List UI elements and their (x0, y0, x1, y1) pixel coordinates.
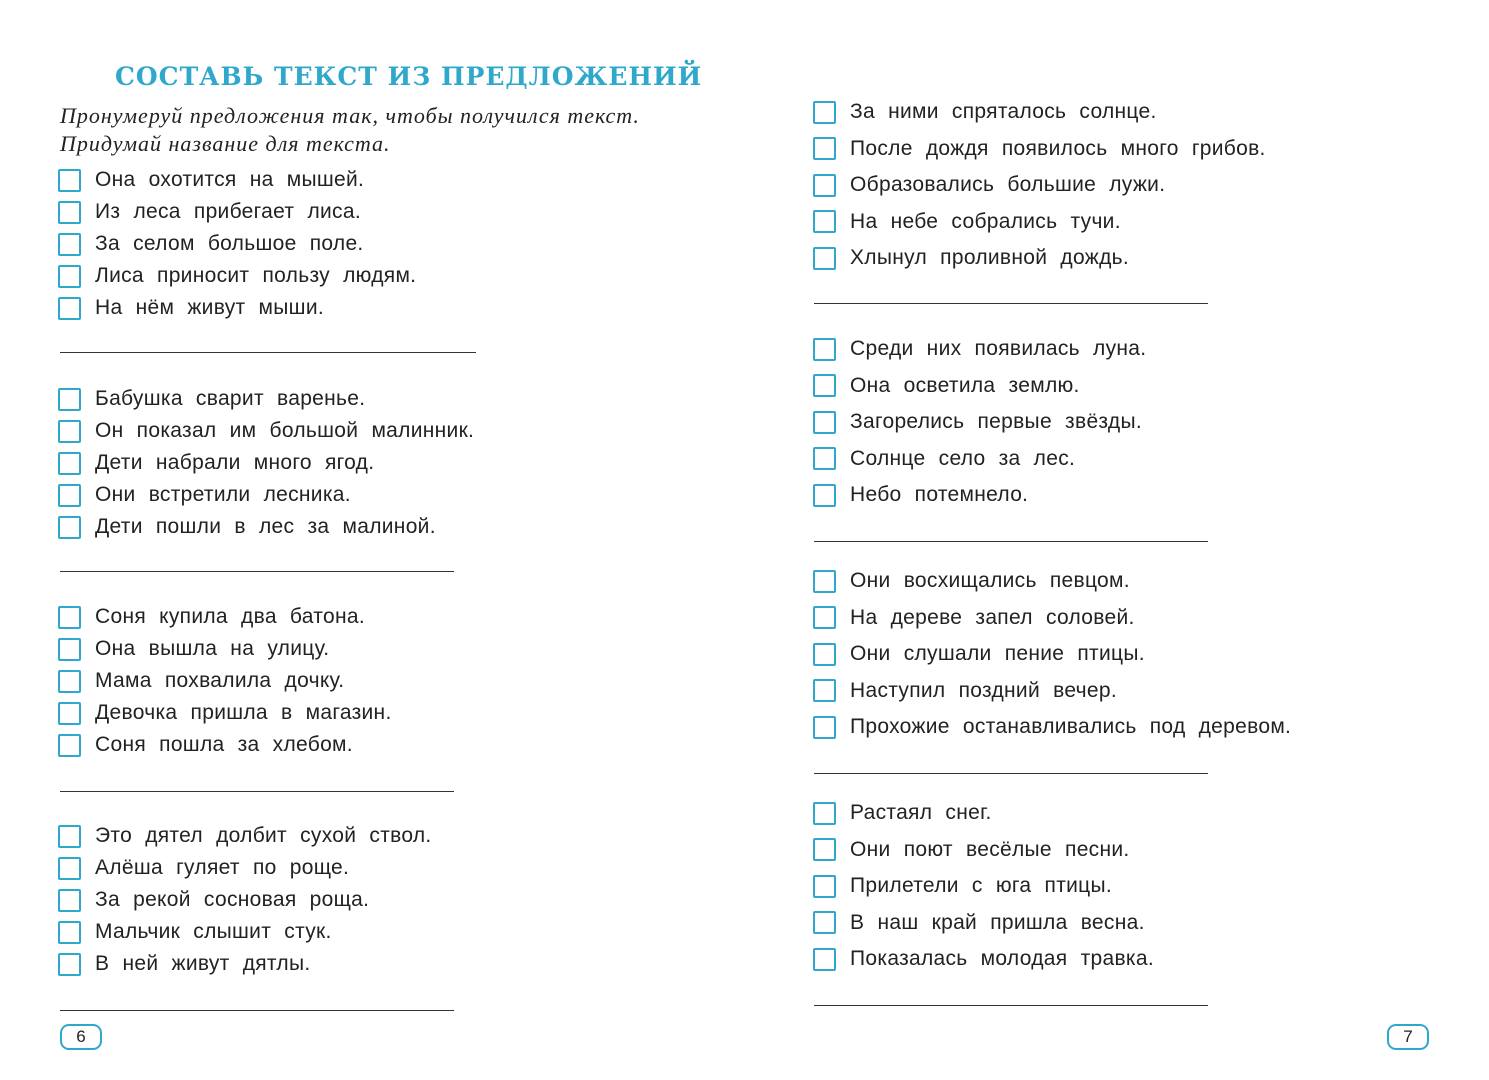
sentence-text: Наступил поздний вечер. (850, 678, 1117, 702)
sentence-item (58, 511, 474, 543)
sentence-text: Лиса приносит пользу людям. (95, 264, 417, 287)
sentence-item (813, 673, 1291, 710)
sentence-group-3 (58, 601, 392, 761)
sentence-group-1 (813, 94, 1266, 277)
number-checkbox[interactable] (58, 921, 81, 944)
sentence-text: На небе собрались тучи. (850, 209, 1121, 233)
sentence-text: За ними спряталось солнце. (850, 100, 1157, 124)
sentence-item (58, 729, 392, 761)
sentence-text: Она вышла на улицу. (95, 637, 330, 660)
title-answer-line[interactable] (814, 773, 1208, 774)
exercise-title: СОСТАВЬ ТЕКСТ ИЗ ПРЕДЛОЖЕНИЙ (115, 62, 703, 91)
number-checkbox[interactable] (813, 338, 836, 361)
sentence-item (58, 260, 416, 292)
sentence-item (813, 563, 1291, 600)
number-checkbox[interactable] (813, 875, 836, 898)
number-checkbox[interactable] (813, 716, 836, 739)
number-checkbox[interactable] (813, 447, 836, 470)
number-checkbox[interactable] (813, 606, 836, 629)
number-checkbox[interactable] (58, 388, 81, 411)
number-checkbox[interactable] (58, 606, 81, 629)
page-number: 6 (60, 1024, 102, 1050)
number-checkbox[interactable] (813, 374, 836, 397)
sentence-item (813, 131, 1266, 168)
sentence-item (58, 196, 416, 228)
title-answer-line[interactable] (60, 791, 454, 792)
sentence-item (58, 852, 432, 884)
sentence-text: Они восхищались певцом. (850, 569, 1130, 593)
left-page (0, 0, 744, 1080)
sentence-text: Алёша гуляет по роще. (95, 856, 350, 879)
sentence-text: Они поют весёлые песни. (850, 837, 1130, 861)
title-answer-line[interactable] (60, 352, 476, 353)
right-page (744, 0, 1489, 1080)
sentence-item (813, 404, 1146, 441)
sentence-text: Растаял снег. (850, 801, 992, 825)
sentence-item (58, 164, 416, 196)
number-checkbox[interactable] (58, 420, 81, 443)
sentence-item (813, 636, 1291, 673)
number-checkbox[interactable] (58, 297, 81, 320)
title-answer-line[interactable] (814, 541, 1208, 542)
number-checkbox[interactable] (58, 734, 81, 757)
sentence-text: Соня купила два батона. (95, 605, 365, 628)
sentence-item (813, 204, 1266, 241)
sentence-item (813, 868, 1154, 905)
page-number: 7 (1387, 1024, 1429, 1050)
sentence-text: Показалась молодая травка. (850, 947, 1154, 971)
sentence-text: На дереве запел соловей. (850, 605, 1135, 629)
sentence-text: За селом большое поле. (95, 232, 364, 255)
sentence-text: Образовались большие лужи. (850, 173, 1166, 197)
sentence-text: В ней живут дятлы. (95, 952, 311, 975)
sentence-item (58, 228, 416, 260)
sentence-text: В наш край пришла весна. (850, 910, 1145, 934)
sentence-text: Они встретили лесника. (95, 483, 351, 506)
sentence-text: Прохожие останавливались под деревом. (850, 715, 1292, 739)
sentence-item (813, 441, 1146, 478)
sentence-item (58, 697, 392, 729)
sentence-item (813, 167, 1266, 204)
number-checkbox[interactable] (58, 889, 81, 912)
number-checkbox[interactable] (813, 247, 836, 270)
number-checkbox[interactable] (813, 679, 836, 702)
sentence-item (813, 832, 1154, 869)
exercise-instruction: Пронумеруй предложения так, чтобы получился текст. Придумай название для текста. (60, 103, 640, 156)
sentence-item (58, 292, 416, 324)
number-checkbox[interactable] (813, 484, 836, 507)
title-answer-line[interactable] (814, 1005, 1208, 1006)
number-checkbox[interactable] (58, 484, 81, 507)
number-checkbox[interactable] (58, 670, 81, 693)
number-checkbox[interactable] (813, 643, 836, 666)
number-checkbox[interactable] (813, 174, 836, 197)
sentence-item (813, 368, 1146, 405)
number-checkbox[interactable] (813, 911, 836, 934)
sentence-text: Это дятел долбит сухой ствол. (95, 824, 432, 847)
sentence-text: Он показал им большой малинник. (95, 419, 475, 442)
sentence-text: Соня пошла за хлебом. (95, 733, 353, 756)
sentence-text: Дети набрали много ягод. (95, 451, 375, 474)
sentence-text: Из леса прибегает лиса. (95, 200, 361, 223)
sentence-group-1 (58, 164, 416, 324)
number-checkbox[interactable] (813, 210, 836, 233)
sentence-item (813, 240, 1266, 277)
sentence-item (58, 601, 392, 633)
sentence-item (58, 916, 432, 948)
sentence-item (813, 941, 1154, 978)
sentence-item (58, 479, 474, 511)
sentence-group-4 (58, 820, 432, 980)
number-checkbox[interactable] (813, 570, 836, 593)
sentence-item (813, 94, 1266, 131)
sentence-item (813, 600, 1291, 637)
sentence-text: Хлынул проливной дождь. (850, 246, 1130, 270)
title-answer-line[interactable] (60, 1010, 454, 1011)
number-checkbox[interactable] (58, 516, 81, 539)
number-checkbox[interactable] (58, 638, 81, 661)
sentence-text: Дети пошли в лес за малиной. (95, 515, 436, 538)
sentence-text: Небо потемнело. (850, 483, 1029, 507)
number-checkbox[interactable] (58, 201, 81, 224)
sentence-text: На нём живут мыши. (95, 296, 324, 319)
title-answer-line[interactable] (60, 571, 454, 572)
sentence-text: Они слушали пение птицы. (850, 642, 1145, 666)
sentence-item (813, 795, 1154, 832)
number-checkbox[interactable] (813, 411, 836, 434)
sentence-item (813, 905, 1154, 942)
number-checkbox[interactable] (58, 265, 81, 288)
sentence-item (58, 820, 432, 852)
sentence-text: Солнце село за лес. (850, 446, 1076, 470)
number-checkbox[interactable] (58, 825, 81, 848)
sentence-group-2 (813, 331, 1146, 514)
number-checkbox[interactable] (813, 101, 836, 124)
sentence-text: За рекой сосновая роща. (95, 888, 370, 911)
number-checkbox[interactable] (813, 802, 836, 825)
sentence-text: Девочка пришла в магазин. (95, 701, 392, 724)
number-checkbox[interactable] (58, 953, 81, 976)
sentence-item (58, 415, 474, 447)
number-checkbox[interactable] (58, 452, 81, 475)
sentence-text: Она охотится на мышей. (95, 168, 365, 191)
sentence-text: Бабушка сварит варенье. (95, 387, 366, 410)
sentence-item (813, 477, 1146, 514)
sentence-text: После дождя появилось много грибов. (850, 136, 1266, 160)
number-checkbox[interactable] (813, 948, 836, 971)
sentence-text: Среди них появилась луна. (850, 337, 1147, 361)
sentence-text: Загорелись первые звёзды. (850, 410, 1142, 434)
sentence-item (58, 948, 432, 980)
sentence-text: Прилетели с юга птицы. (850, 874, 1112, 898)
sentence-group-2 (58, 383, 474, 543)
title-answer-line[interactable] (814, 303, 1208, 304)
number-checkbox[interactable] (813, 137, 836, 160)
sentence-item (58, 383, 474, 415)
sentence-group-4 (813, 795, 1154, 978)
sentence-item (58, 633, 392, 665)
sentence-item (58, 884, 432, 916)
number-checkbox[interactable] (58, 857, 81, 880)
sentence-text: Мама похвалила дочку. (95, 669, 345, 692)
sentence-item (813, 331, 1146, 368)
sentence-text: Она осветила землю. (850, 373, 1080, 397)
sentence-item (813, 709, 1291, 746)
sentence-group-3 (813, 563, 1291, 746)
number-checkbox[interactable] (58, 169, 81, 192)
number-checkbox[interactable] (813, 838, 836, 861)
number-checkbox[interactable] (58, 702, 81, 725)
number-checkbox[interactable] (58, 233, 81, 256)
sentence-item (58, 447, 474, 479)
sentence-text: Мальчик слышит стук. (95, 920, 332, 943)
sentence-item (58, 665, 392, 697)
